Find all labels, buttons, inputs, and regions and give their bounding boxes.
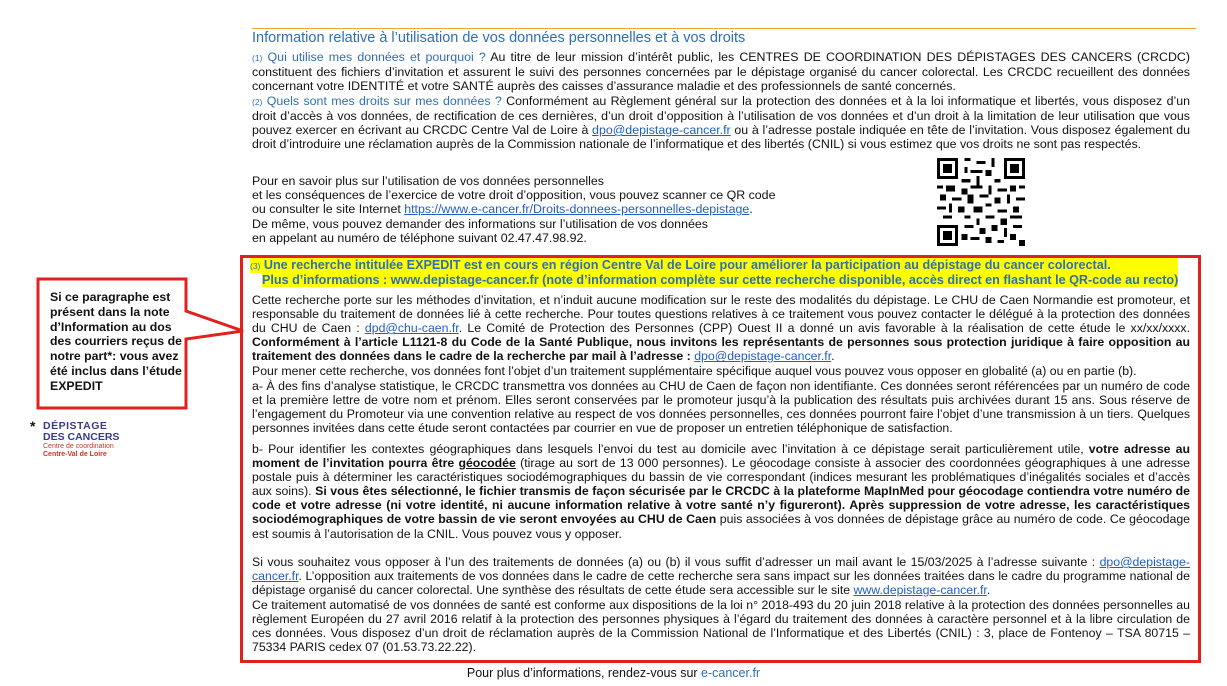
more-info-block: Pour en savoir plus sur l’utilisation de vos données personnelles et les conséquences de l’exercice de votre droit d’opposition, vous pouvez scanner ce QR code ou consulter le site Internet https://www.e-cancer.fr/Droits-donnees-personnelles-depistage. De même, vous pouvez demander des informations sur l’utilisation de vos données en appelant au numéro de téléphone suivant 02.47.47.98.92. — [252, 174, 776, 245]
dpo-email-link-3[interactable]: dpo@depistage-cancer.fr — [252, 555, 1190, 584]
section-q2: (2) Quels sont mes droits sur mes données ? Conformément au Règlement général sur la protection des données et à la loi informatique et libertés, vous disposez d’un droit d’accès à vos données, de rectification de ces dernières, d’un droit d’opposition à l’utilisation de vos données et d’un droit à la limitation de leur utilisation que vous pouvez exercer en écrivant au CRCDC Centre Val de Loire à dpo@depistage-cancer.fr ou à l’adresse postale indiquée en tête de l’invitation. Vous disposez également du droit d’introduire une réclamation auprès de la Commission nationale de l’informatique et des libertés (CNIL) si vous estimez que vos droits ne sont pas respectés. — [252, 94, 1191, 151]
q2-heading: (2) Quels sont mes droits sur mes données ? — [252, 94, 502, 108]
expedit-p1: Cette recherche porte sur les méthodes d’invitation, et n’induit aucune modification sur le reste des modalités du dépistage. Le CHU de Caen Normandie est promoteur, et responsable du traitement de données lié à cette recherche. Pour toutes questions relatives à ce traitement vous pouvez contacter le délégué à la protection des données du CHU de Caen : dpd@chu-caen.fr. Le Comité de Protection des Personnes (CPP) Ouest II a donné un avis favorable à la réalisation de cette étude le xx/xx/xxxx. Conformément à l’article L1121-8 du Code de la Santé Publique, nous invitons les représentants de personnes sous protection juridique à faire opposition au traitement des données dans le cadre de la recherche par mail à l’adresse : dpo@depistage-cancer.fr. — [252, 293, 1190, 364]
dpo-email-link[interactable]: dpo@depistage-cancer.fr — [592, 123, 731, 137]
expedit-p4: b- Pour identifier les contextes géographiques dans lesquels l’envoi du test au domicile avec l’invitation à ce dépistage serait particulièrement utile, votre adresse au moment de l’invitation pourra être géocodée (tirage au sort de 13 000 personnes). Le géocodage consiste à associer des coordonnées géographiques à une adresse postale puis à déterminer les caractéristiques sociodémographiques du bassin de vie correspondant (indices mesurant les problématiques d’inégalités sociales et d’accès aux soins). Si vous êtes sélectionné, le fichier transmis de façon sécurisée par le CRCDC à la plateforme MapInMed pour géocodage contiendra votre numéro de code et votre adresse (ni votre identité, ni aucune information relative à votre santé n’y figureront). Après suppression de votre adresse, les caractéristiques sociodémographiques de votre bassin de vie seront envoyées au CHU de Caen puis associées à vos données de dépistage grâce au numéro de code. Ce géocodage est soumis à l’autorisation de la CNIL. Vous pouvez vous y opposer. — [252, 442, 1191, 541]
depistage-logo: * DÉPISTAGE DES CANCERS Centre de coordination Centre-Val de Loire — [30, 418, 120, 458]
dpo-email-link-2[interactable]: dpo@depistage-cancer.fr — [694, 349, 832, 364]
rights-url-link[interactable]: https://www.e-cancer.fr/Droits-donnees-personnelles-depistage — [404, 202, 750, 217]
expedit-p3: a- À des fins d’analyse statistique, le CRCDC transmettra vos données au CHU de Caen de façon non identifiante. Ces données seront référencées par un numéro de code et la première lettre de votre nom et prénom. Elles seront conservées par le promoteur jusqu’à la publication des résultats puis archivées durant 15 ans. Sous réserve de l’engagement du Promoteur via une convention relative au respect de vos données personnelles, ces données pourront faire l’objet d’une transmission à un tiers. Quelques personnes invitées dans cette étude seront contactées par courrier en vue de proposer un entretien téléphonique de satisfaction. — [252, 379, 1190, 436]
ecancer-link[interactable]: e-cancer.fr — [701, 666, 761, 680]
header-rule — [252, 28, 1196, 29]
expedit-headline: (3) Une recherche intitulée EXPEDIT est en cours en région Centre Val de Loire pour améliorer la participation au dépistage du cancer colorectal. Plus d’informations : www.depistage-cancer.fr (note d’information complète sur cette recherche disponible, accès direct en flashant le QR-code au recto) — [250, 258, 1179, 287]
expedit-p6: Ce traitement automatisé de vos données de santé est conforme aux dispositions de la loi n° 2018-493 du 20 juin 2018 relative à la protection des données personnelles au règlement Européen du 27 avril 2016 relatif à la protection des personnes physiques à l’égard du traitement des données à caractère personnel et à la libre circulation de ces données. Vous disposez d’un droit de réclamation auprès de la Commission National de l’Informatique et des Libertés (CNIL) : 3, place de Fontenoy – TSA 80715 – 75334 PARIS cedex 07 (01.53.73.22.22). — [252, 598, 1190, 655]
expedit-p5: Si vous souhaitez vous opposer à l’un des traitements de données (a) ou (b) il vous suffit d’adresser un mail avant le 15/03/2025 à l’adresse suivante : dpo@depistage-cancer.fr. L’opposition aux traitements de vos données dans le cadre de cette recherche sera sans impact sur les données traitées dans le cadre du programme national de dépistage organisé du cancer colorectal. Une synthèse des résultats de cette étude sera accessible sur le site www.depistage-cancer.fr. — [252, 555, 1190, 598]
depistage-site-link[interactable]: www.depistage-cancer.fr — [853, 583, 987, 598]
q1-heading: (1) Qui utilise mes données et pourquoi ? — [252, 50, 486, 64]
qr-code-icon — [937, 158, 1025, 246]
expedit-p2: Pour mener cette recherche, vos données font l’objet d’un traitement supplémentaire spécifique auquel vous pouvez vous opposer en globalité (a) ou en partie (b). — [252, 364, 1137, 378]
callout-text: Si ce paragraphe est présent dans la note d’Information au dos des courriers reçus de notre part*: vous avez été inclus dans l’étude EXPEDIT — [50, 290, 182, 393]
q1-text: Au titre de leur mission d’intérêt public, les CENTRES DE COORDINATION DES DÉPISTAGES DES CANCERS (CRCDC) constituent des fichiers d’invitation et assurent le suivi des personnes concernées par le dépistage organisé du cancer colorectal. Les CRCDC recueillent des données concernant votre IDENTITÉ et votre SANTÉ auprès des caisses d’assurance maladie et des professionnels de santé concernés. — [252, 50, 1191, 93]
page-title: Information relative à l’utilisation de vos données personnelles et à vos droits — [252, 30, 746, 46]
chu-email-link[interactable]: dpd@chu-caen.fr — [364, 321, 459, 336]
section-q1 — [252, 50, 1190, 93]
footer: Pour plus d’informations, rendez-vous sur e-cancer.fr — [466, 666, 761, 680]
